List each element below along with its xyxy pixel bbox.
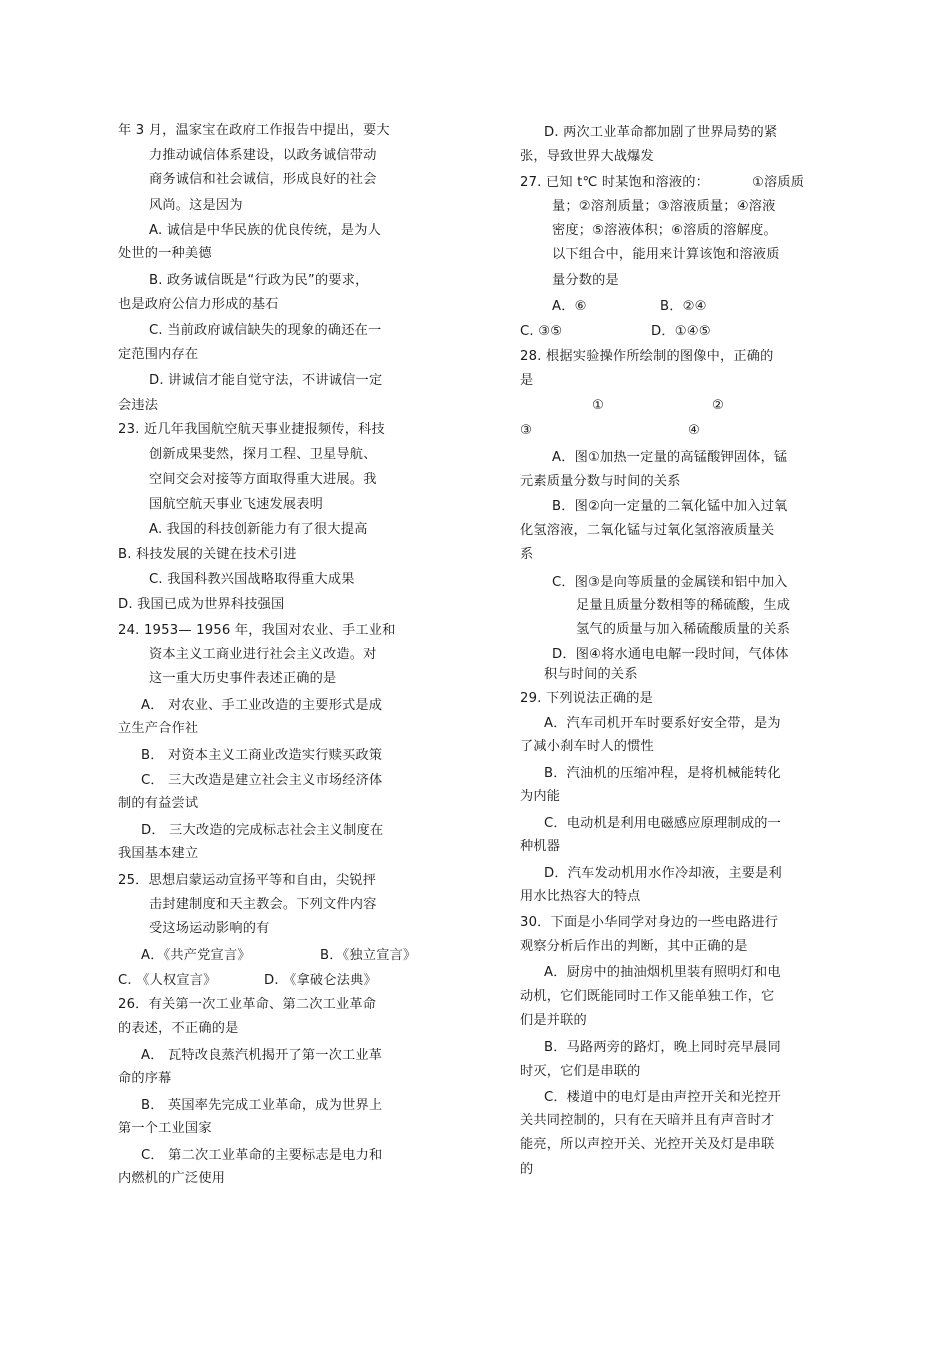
question-26: 26．有关第一次工业革命、第二次工业革命 <box>118 997 377 1012</box>
text-line: 为内能 <box>520 789 561 804</box>
option-d: D. 讲诚信才能自觉守法，不讲诚信一定 <box>149 373 383 388</box>
text-line: 制的有益尝试 <box>118 796 199 811</box>
option-c: C．图③是向等质量的金属镁和铝中加入 <box>552 575 788 590</box>
figure-label-1: ① <box>592 398 605 413</box>
text-line: ①溶质质 <box>752 175 805 190</box>
text-line: 量分数的是 <box>552 273 619 288</box>
text-line: 了减小刹车时人的惯性 <box>520 739 654 754</box>
option-a: A．汽车司机开车时要系好安全带，是为 <box>544 716 781 731</box>
text-line: 风尚。这是因为 <box>149 198 243 213</box>
option-a: A．⑥ <box>552 299 587 314</box>
text-line: 内燃机的广泛使用 <box>118 1171 226 1186</box>
option-b: B．马路两旁的路灯，晚上同时亮早晨同 <box>544 1040 781 1055</box>
text-line: 足量且质量分数相等的稀硫酸，生成 <box>576 598 791 613</box>
text-line: 击封建制度和天主教会。下列文件内容 <box>149 897 377 912</box>
option-c: C．楼道中的电灯是由声控开关和光控开 <box>544 1090 781 1105</box>
text-line: 以下组合中，能用来计算该饱和溶液质 <box>552 247 780 262</box>
text-line: 空间交会对接等方面取得重大进展。我 <box>149 472 377 487</box>
text-line: 这一重大历史事件表述正确的是 <box>149 671 337 686</box>
text-line: 系 <box>520 547 534 562</box>
figure-label-3: ③ <box>520 423 533 438</box>
text-line: 我国基本建立 <box>118 846 199 861</box>
text-line: 的 <box>520 1162 534 1177</box>
text-line: 的表述，不正确的是 <box>118 1021 239 1036</box>
text-line: 元素质量分数与时间的关系 <box>520 474 681 489</box>
text-line: 能亮，所以声控开关、光控开关及灯是串联 <box>520 1137 775 1152</box>
text-line: 资本主义工商业进行社会主义改造。对 <box>149 647 377 662</box>
option-b: B．汽油机的压缩冲程，是将机械能转化 <box>544 766 781 781</box>
text-line: 动机，它们既能同时工作又能单独工作，它 <box>520 989 775 1004</box>
option-d: D. 我国已成为世界科技强国 <box>118 597 285 612</box>
text-line: 力推动诚信体系建设，以政务诚信带动 <box>149 148 377 163</box>
text-line: 立生产合作社 <box>118 721 199 736</box>
option-a: A． 瓦特改良蒸汽机揭开了第一次工业革 <box>141 1048 383 1063</box>
text-line: 商务诚信和社会诚信，形成良好的社会 <box>149 172 377 187</box>
figure-label-2: ② <box>712 398 725 413</box>
text-line: 关共同控制的，只有在天暗并且有声音时才 <box>520 1113 775 1128</box>
text-line: 化氢溶液，二氧化锰与过氧化氢溶液质量关 <box>520 523 775 538</box>
question-23: 23. 近几年我国航空航天事业捷报频传，科技 <box>118 422 385 437</box>
option-b: B． 对资本主义工商业改造实行赎买政策 <box>141 748 383 763</box>
question-24: 24. 1953— 1956 年，我国对农业、手工业和 <box>118 623 396 638</box>
question-25: 25．思想启蒙运动宣扬平等和自由，尖锐抨 <box>118 873 377 888</box>
option-b: B．图②向一定量的二氧化锰中加入过氧 <box>552 499 788 514</box>
option-a: A. 我国的科技创新能力有了很大提高 <box>149 522 368 537</box>
option-a: A．图①加热一定量的高锰酸钾固体，锰 <box>552 450 788 465</box>
text-line: 定范围内存在 <box>118 347 199 362</box>
option-c: C. 当前政府诚信缺失的现象的确还在一 <box>149 323 382 338</box>
option-a: A． 对农业、手工业改造的主要形式是成 <box>141 698 383 713</box>
option-a: A．厨房中的抽油烟机里装有照明灯和电 <box>544 965 781 980</box>
text-line: 用水比热容大的特点 <box>520 889 641 904</box>
option-c: C. ③⑤ <box>520 324 563 339</box>
text-line: 命的序幕 <box>118 1071 172 1086</box>
text-line: 会违法 <box>118 398 159 413</box>
option-b: B. 科技发展的关键在技术引进 <box>118 547 297 562</box>
option-c: C. 《人权宣言》 <box>118 973 217 988</box>
text-line: 时灭，它们是串联的 <box>520 1064 641 1079</box>
text-line: 也是政府公信力形成的基石 <box>118 297 279 312</box>
text-line: 国航空航天事业飞速发展表明 <box>149 497 324 512</box>
text-line: 观察分析后作出的判断，其中正确的是 <box>520 939 748 954</box>
option-d: D. 两次工业革命都加剧了世界局势的紧 <box>544 125 778 140</box>
text-line: 是 <box>520 373 534 388</box>
question-30: 30．下面是小华同学对身边的一些电路进行 <box>520 915 779 930</box>
option-d: D．汽车发动机用水作冷却液，主要是利 <box>544 866 782 881</box>
option-a: A．《共产党宣言》 <box>141 948 251 963</box>
text-line: 受这场运动影响的有 <box>149 921 270 936</box>
question-27: 27. 已知 t℃ 时某饱和溶液的： <box>520 175 710 190</box>
text-line: 量；②溶剂质量；③溶液质量；④溶液 <box>552 199 776 214</box>
text-line: 张，导致世界大战爆发 <box>520 149 654 164</box>
text-line: 年 3 月，温家宝在政府工作报告中提出，要大 <box>118 123 390 138</box>
option-b: B． 英国率先完成工业革命，成为世界上 <box>141 1098 383 1113</box>
text-line: 积与时间的关系 <box>544 667 638 682</box>
text-line: 第一个工业国家 <box>118 1121 212 1136</box>
option-b: B. 政务诚信既是“行政为民”的要求， <box>149 273 369 288</box>
question-29: 29. 下列说法正确的是 <box>520 691 654 706</box>
option-d: D．①④⑤ <box>651 324 711 339</box>
text-line: 氢气的质量与加入稀硫酸质量的关系 <box>576 622 791 637</box>
option-c: C． 第二次工业革命的主要标志是电力和 <box>141 1148 383 1163</box>
text-line: 处世的一种美德 <box>118 246 212 261</box>
option-d: D．图④将水通电电解一段时间，气体体 <box>552 647 789 662</box>
option-b: B．②④ <box>660 299 707 314</box>
text-line: 们是并联的 <box>520 1013 587 1028</box>
option-d: D. 《拿破仑法典》 <box>264 973 377 988</box>
option-d: D． 三大改造的完成标志社会主义制度在 <box>141 823 384 838</box>
option-c: C. 我国科教兴国战略取得重大成果 <box>149 572 355 587</box>
option-c: C． 三大改造是建立社会主义市场经济体 <box>141 773 383 788</box>
text-line: 密度；⑤溶液体积；⑥溶质的溶解度。 <box>552 223 777 238</box>
option-b: B．《独立宣言》 <box>320 948 417 963</box>
option-c: C．电动机是利用电磁感应原理制成的一 <box>544 816 781 831</box>
figure-label-4: ④ <box>688 423 701 438</box>
text-line: 种机器 <box>520 839 561 854</box>
question-28: 28. 根据实验操作所绘制的图像中，正确的 <box>520 349 774 364</box>
option-a: A. 诚信是中华民族的优良传统，是为人 <box>149 223 381 238</box>
text-line: 创新成果斐然，探月工程、卫星导航、 <box>149 447 377 462</box>
